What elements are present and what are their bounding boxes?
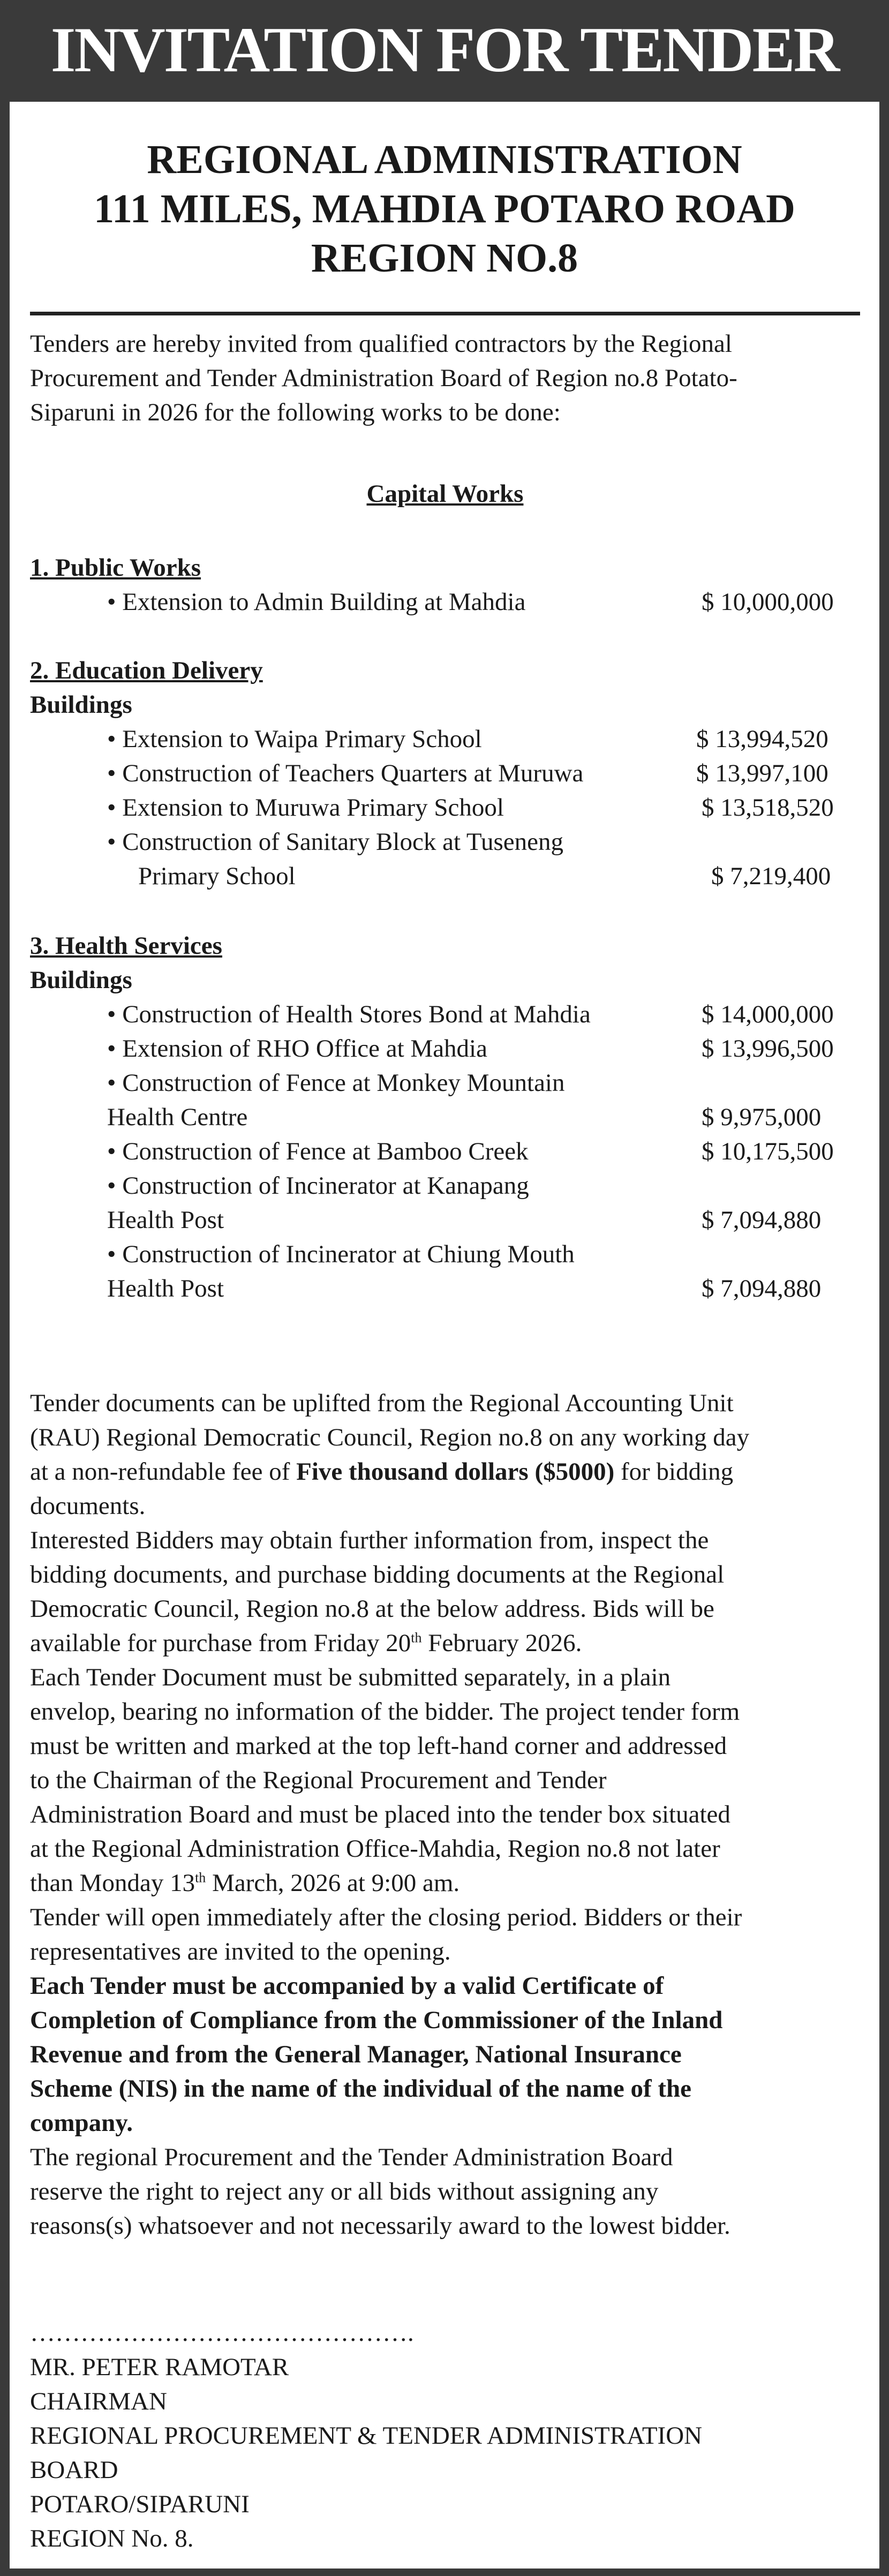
works-item-description: • Construction of Sanitary Block at Tuseneng bbox=[107, 828, 563, 856]
body-line: representatives are invited to the opening. bbox=[30, 1938, 451, 1965]
header-line: 111 MILES, MAHDIA POTARO ROAD bbox=[94, 186, 795, 231]
works-item-amount: $ 10,175,500 bbox=[702, 1138, 834, 1165]
signature-block bbox=[30, 2316, 702, 2556]
body-line: reserve the right to reject any or all bids without assigning any bbox=[30, 2178, 659, 2205]
signature-line: ………………………………………. bbox=[30, 2319, 414, 2347]
works-item-description: • Construction of Teachers Quarters at Muruwa bbox=[107, 759, 584, 787]
works-item-amount: $ 9,975,000 bbox=[702, 1103, 822, 1131]
works-item-description: • Construction of Incinerator at Kanapang bbox=[107, 1172, 529, 1200]
title-banner bbox=[0, 0, 889, 99]
section-heading-label: 1. Public Works bbox=[30, 554, 201, 582]
section-heading-health bbox=[30, 929, 860, 997]
header-line: REGIONAL ADMINISTRATION bbox=[147, 137, 742, 182]
body-line-bold: Scheme (NIS) in the name of the individual of the name of the bbox=[30, 2075, 692, 2103]
works-item-description: • Extension to Admin Building at Mahdia bbox=[107, 588, 526, 616]
body-line: Each Tender Document must be submitted separately, in a plain bbox=[30, 1663, 671, 1691]
signatory-name: MR. PETER RAMOTAR bbox=[30, 2353, 289, 2381]
header-divider bbox=[30, 312, 860, 315]
header-line: REGION NO.8 bbox=[311, 236, 578, 281]
works-item-amount: $ 7,219,400 bbox=[711, 862, 831, 890]
banner-title: INVITATION FOR TENDER bbox=[50, 14, 839, 85]
body-line: (RAU) Regional Democratic Council, Region no.8 on any working day bbox=[30, 1423, 750, 1451]
body-line: at the Regional Administration Office-Mahdia, Region no.8 not later bbox=[30, 1835, 720, 1863]
body-line: bidding documents, and purchase bidding documents at the Regional bbox=[30, 1561, 725, 1588]
works-item-description-cont: Primary School bbox=[138, 862, 296, 890]
section-subheading: Buildings bbox=[30, 691, 132, 719]
body-line: must be written and marked at the top left-hand corner and addressed bbox=[30, 1732, 727, 1760]
intro-line: Procurement and Tender Administration Board of Region no.8 Potato- bbox=[30, 364, 737, 392]
body-line-purchase-date: available for purchase from Friday 20th February 2026. bbox=[30, 1629, 582, 1657]
body-line: Democratic Council, Region no.8 at the below address. Bids will be bbox=[30, 1595, 714, 1623]
works-item-description-cont: Health Centre bbox=[107, 1103, 248, 1131]
works-item-description-cont: Health Post bbox=[107, 1206, 224, 1234]
section-subheading: Buildings bbox=[30, 966, 132, 994]
body-line-bold: Completion of Compliance from the Commissioner of the Inland bbox=[30, 2006, 723, 2034]
body-line-bold: Revenue and from the General Manager, National Insurance bbox=[30, 2040, 682, 2068]
intro-paragraph bbox=[30, 327, 860, 430]
works-item-amount: $ 10,000,000 bbox=[702, 588, 834, 616]
works-item-description: • Extension to Muruwa Primary School bbox=[107, 794, 504, 822]
signatory-title: CHAIRMAN bbox=[30, 2387, 167, 2415]
works-item-amount: $ 13,997,100 bbox=[696, 759, 828, 787]
body-line: documents. bbox=[30, 1492, 146, 1520]
works-item-description: • Construction of Incinerator at Chiung Mouth bbox=[107, 1240, 575, 1268]
tender-notice-panel bbox=[10, 102, 879, 2569]
works-item-amount: $ 13,994,520 bbox=[696, 725, 828, 753]
intro-line: Siparuni in 2026 for the following works to be done: bbox=[30, 398, 561, 426]
body-line: Tender will open immediately after the closing period. Bidders or their bbox=[30, 1903, 742, 1931]
body-line: Interested Bidders may obtain further information from, inspect the bbox=[30, 1526, 709, 1554]
body-line: to the Chairman of the Regional Procurement and Tender bbox=[30, 1766, 607, 1794]
body-line: envelop, bearing no information of the bidder. The project tender form bbox=[30, 1698, 740, 1726]
signatory-board: REGIONAL PROCUREMENT & TENDER ADMINISTRATION bbox=[30, 2422, 703, 2450]
signatory-region: REGION No. 8. bbox=[30, 2525, 194, 2552]
body-line: Administration Board and must be placed into the tender box situated bbox=[30, 1801, 730, 1828]
tender-conditions bbox=[30, 1386, 860, 2243]
body-line-bold: Each Tender must be accompanied by a valid Certificate of bbox=[30, 1972, 664, 2000]
works-item-description: • Construction of Health Stores Bond at Mahdia bbox=[107, 1000, 591, 1028]
section-heading-label: 2. Education Delivery bbox=[30, 657, 263, 684]
signatory-board: BOARD bbox=[30, 2456, 118, 2484]
works-item-description: • Construction of Fence at Bamboo Creek bbox=[107, 1138, 529, 1165]
works-item-description: • Construction of Fence at Monkey Mountain bbox=[107, 1069, 565, 1097]
works-item-description: • Extension to Waipa Primary School bbox=[107, 725, 482, 753]
body-line-fee: at a non-refundable fee of Five thousand dollars ($5000) for bidding bbox=[30, 1458, 734, 1486]
works-item-description-cont: Health Post bbox=[107, 1275, 224, 1302]
works-item-description: • Extension of RHO Office at Mahdia bbox=[107, 1035, 487, 1063]
works-item-amount: $ 7,094,880 bbox=[702, 1275, 822, 1302]
intro-line: Tenders are hereby invited from qualified contractors by the Regional bbox=[30, 330, 732, 358]
signatory-region: POTARO/SIPARUNI bbox=[30, 2490, 250, 2518]
body-line: Tender documents can be uplifted from the Regional Accounting Unit bbox=[30, 1389, 734, 1417]
works-item-amount: $ 13,518,520 bbox=[702, 794, 834, 822]
section-heading-label: 3. Health Services bbox=[30, 932, 222, 960]
works-item-amount: $ 13,996,500 bbox=[702, 1035, 834, 1063]
capital-works-label: Capital Works bbox=[366, 480, 524, 508]
body-line: The regional Procurement and the Tender Administration Board bbox=[30, 2143, 673, 2171]
fee-amount: Five thousand dollars ($5000) bbox=[296, 1458, 615, 1486]
section-heading-education bbox=[30, 653, 860, 722]
body-line: reasons(s) whatsoever and not necessarily award to the lowest bidder. bbox=[30, 2212, 730, 2240]
body-line-closing-date: than Monday 13th March, 2026 at 9:00 am. bbox=[30, 1869, 460, 1897]
section-heading-public-works bbox=[30, 551, 860, 585]
capital-works-heading bbox=[30, 477, 860, 511]
works-item-amount: $ 14,000,000 bbox=[702, 1000, 834, 1028]
body-line-bold: company. bbox=[30, 2109, 133, 2137]
agency-header bbox=[10, 135, 879, 283]
works-item-amount: $ 7,094,880 bbox=[702, 1206, 822, 1234]
